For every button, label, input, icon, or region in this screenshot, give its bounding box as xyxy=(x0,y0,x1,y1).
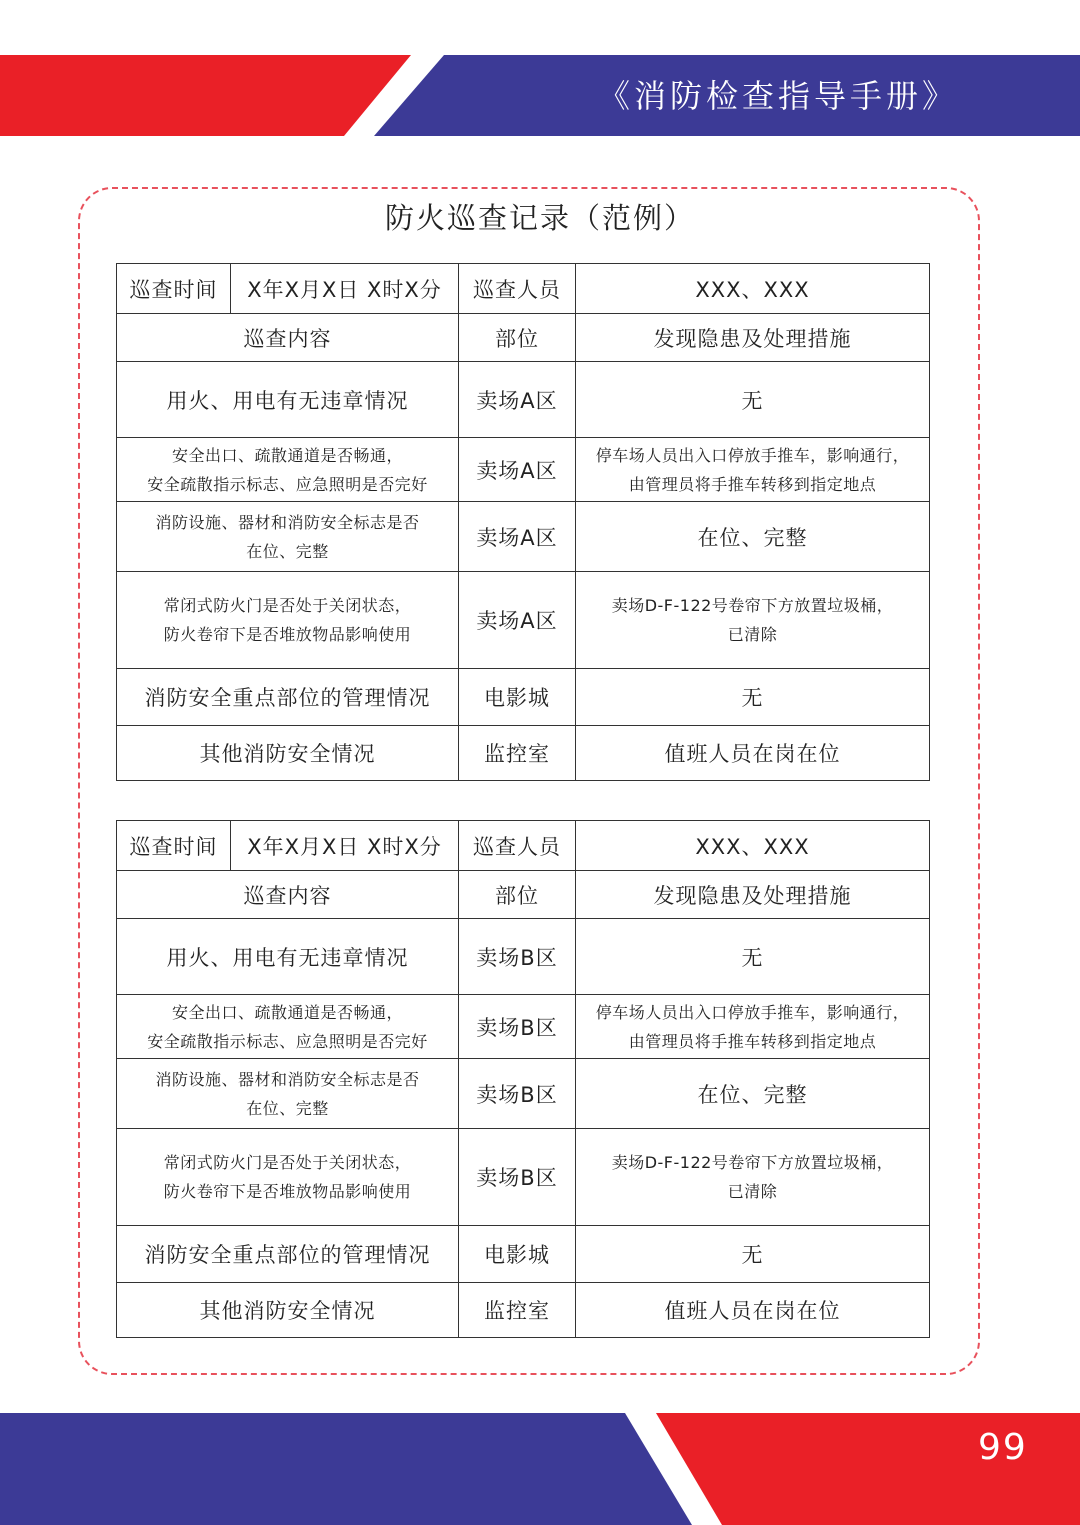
patrol-time-label: 巡查时间 xyxy=(117,821,231,871)
table-row xyxy=(117,1226,930,1283)
location: 卖场A区 xyxy=(459,502,576,572)
patrol-time-value: X年X月X日 X时X分 xyxy=(231,264,459,314)
inspection-content xyxy=(117,1129,459,1226)
findings: 值班人员在岗在位 xyxy=(576,726,930,781)
location: 卖场B区 xyxy=(459,1059,576,1129)
location: 卖场A区 xyxy=(459,438,576,502)
table-row xyxy=(117,726,930,781)
findings: 在位、完整 xyxy=(576,1059,930,1129)
footer-band xyxy=(0,1413,1080,1525)
inspector-label: 巡查人员 xyxy=(459,821,576,871)
inspection-content xyxy=(117,502,459,572)
location: 卖场B区 xyxy=(459,995,576,1059)
patrol-time-value: X年X月X日 X时X分 xyxy=(231,821,459,871)
findings-line-1: 卖场D-F-122号卷帘下方放置垃圾桶， xyxy=(611,596,894,615)
location: 监控室 xyxy=(459,726,576,781)
findings-line-1: 停车场人员出入口停放手推车，影响通行， xyxy=(595,445,910,465)
findings-line-2: 已清除 xyxy=(727,625,778,644)
findings-line-2: 由管理员将手推车转移到指定地点 xyxy=(628,1031,877,1051)
inspection-content: 消防安全重点部位的管理情况 xyxy=(117,1226,459,1283)
content-line-1: 常闭式防火门是否处于关闭状态， xyxy=(163,596,412,615)
findings-line-1: 卖场D-F-122号卷帘下方放置垃圾桶， xyxy=(611,1153,894,1172)
table-row xyxy=(117,995,930,1059)
findings-line-1: 停车场人员出入口停放手推车，影响通行， xyxy=(595,1002,910,1022)
findings: 无 xyxy=(576,669,930,726)
findings: 无 xyxy=(576,1226,930,1283)
location: 卖场B区 xyxy=(459,1129,576,1226)
column-header-findings: 发现隐患及处理措施 xyxy=(576,314,930,362)
inspection-content: 其他消防安全情况 xyxy=(117,1283,459,1338)
findings: 在位、完整 xyxy=(576,502,930,572)
content-line-1: 安全出口、疏散通道是否畅通， xyxy=(171,445,403,465)
patrol-record-table-1 xyxy=(116,263,930,781)
page-title: 防火巡查记录（范例） xyxy=(384,201,695,235)
findings: 值班人员在岗在位 xyxy=(576,1283,930,1338)
findings xyxy=(576,995,930,1059)
table-row xyxy=(117,1059,930,1129)
page-number xyxy=(978,1424,1028,1442)
location: 卖场A区 xyxy=(459,572,576,669)
table-row xyxy=(117,438,930,502)
patrol-time-label: 巡查时间 xyxy=(117,264,231,314)
findings-line-2: 由管理员将手推车转移到指定地点 xyxy=(628,474,877,494)
handbook-title: 《消防检查指导手册》 xyxy=(597,77,958,115)
findings-line-2: 已清除 xyxy=(727,1182,778,1201)
location: 电影城 xyxy=(459,669,576,726)
location: 卖场A区 xyxy=(459,362,576,438)
findings xyxy=(576,438,930,502)
findings: 无 xyxy=(576,362,930,438)
inspection-content xyxy=(117,1059,459,1129)
footer-blue-stripe xyxy=(0,1413,692,1525)
column-header-content: 巡查内容 xyxy=(117,314,459,362)
content-line-1: 安全出口、疏散通道是否畅通， xyxy=(171,1002,403,1022)
inspection-content xyxy=(117,572,459,669)
inspection-content: 消防安全重点部位的管理情况 xyxy=(117,669,459,726)
location: 监控室 xyxy=(459,1283,576,1338)
findings xyxy=(576,1129,930,1226)
content-line-1: 常闭式防火门是否处于关闭状态， xyxy=(163,1153,412,1172)
header-red-stripe xyxy=(0,55,411,136)
table-row xyxy=(117,362,930,438)
table-row xyxy=(117,1129,930,1226)
findings: 无 xyxy=(576,919,930,995)
column-header-location: 部位 xyxy=(459,871,576,919)
table-row xyxy=(117,1283,930,1338)
content-line-2: 安全疏散指示标志、应急照明是否完好 xyxy=(147,1031,428,1051)
column-header-content: 巡查内容 xyxy=(117,871,459,919)
location: 电影城 xyxy=(459,1226,576,1283)
inspection-content: 用火、用电有无违章情况 xyxy=(117,362,459,438)
content-line-1: 消防设施、器材和消防安全标志是否 xyxy=(155,1069,420,1089)
content-line-2: 防火卷帘下是否堆放物品影响使用 xyxy=(163,625,412,644)
content-line-2: 安全疏散指示标志、应急照明是否完好 xyxy=(147,474,428,494)
table-row xyxy=(117,572,930,669)
table-row xyxy=(117,919,930,995)
table-row xyxy=(117,669,930,726)
column-header-findings: 发现隐患及处理措施 xyxy=(576,871,930,919)
inspector-value: XXX、XXX xyxy=(576,821,930,871)
inspection-content: 其他消防安全情况 xyxy=(117,726,459,781)
content-line-1: 消防设施、器材和消防安全标志是否 xyxy=(155,512,420,532)
inspector-label: 巡查人员 xyxy=(459,264,576,314)
column-header-location: 部位 xyxy=(459,314,576,362)
location: 卖场B区 xyxy=(459,919,576,995)
patrol-record-table-2 xyxy=(116,820,930,1338)
inspection-content xyxy=(117,438,459,502)
content-line-2: 在位、完整 xyxy=(246,541,329,561)
inspection-content xyxy=(117,995,459,1059)
inspection-content: 用火、用电有无违章情况 xyxy=(117,919,459,995)
content-line-2: 在位、完整 xyxy=(246,1098,329,1118)
inspector-value: XXX、XXX xyxy=(576,264,930,314)
content-line-2: 防火卷帘下是否堆放物品影响使用 xyxy=(163,1182,412,1201)
table-row xyxy=(117,502,930,572)
findings xyxy=(576,572,930,669)
